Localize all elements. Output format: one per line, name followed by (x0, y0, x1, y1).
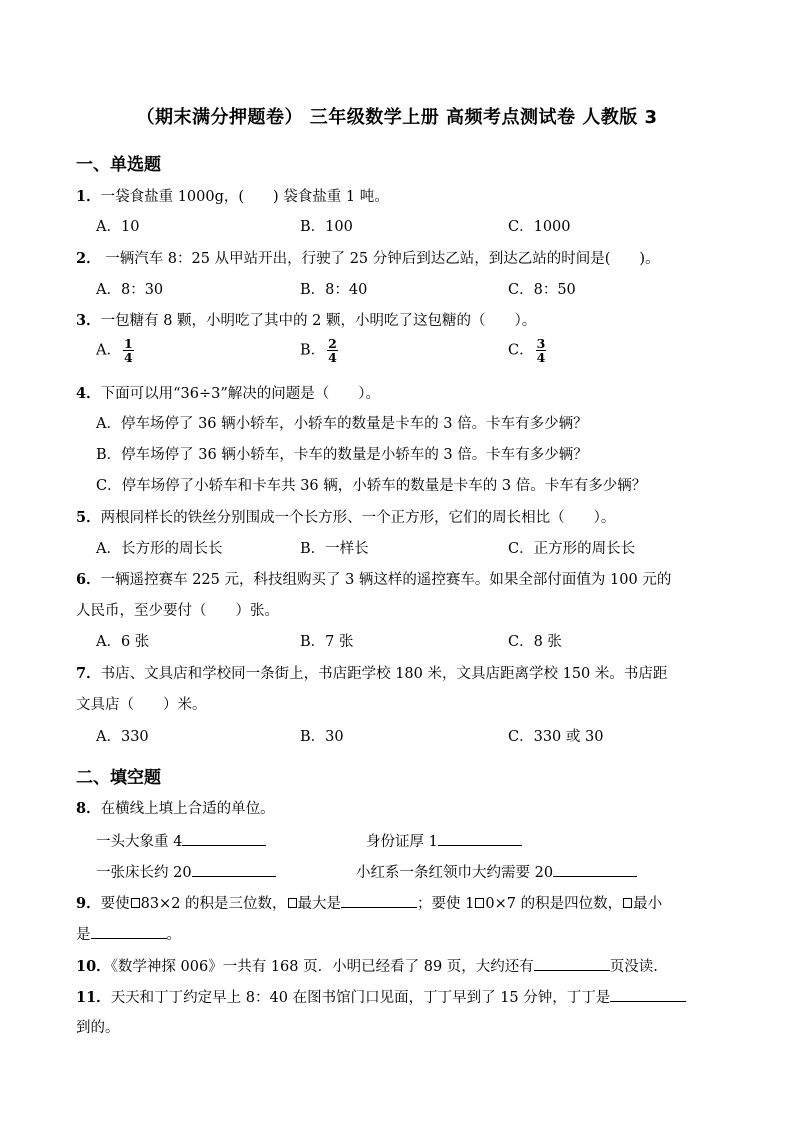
q5-option-c: C．正方形的周长长 (508, 541, 636, 557)
question-11-continued: 到的。 (76, 1020, 120, 1036)
question-number: 2． (76, 250, 101, 267)
denominator: 4 (328, 350, 337, 365)
question-text: 下面可以用“36÷3”解决的问题是（ ）。 (100, 386, 380, 402)
answer-blank[interactable] (182, 831, 266, 846)
question-8 (76, 799, 275, 819)
question-number: 3． (76, 312, 101, 329)
section-heading-fill: 二、填空题 (76, 768, 161, 788)
question-9 (76, 893, 662, 914)
denominator: 4 (536, 350, 546, 365)
question-7-continued: 文具店（ ）米。 (76, 697, 207, 713)
answer-blank[interactable] (610, 987, 686, 1002)
option-label: B． (300, 342, 326, 359)
q7-option-a: A．330 (96, 729, 149, 745)
question-text: 一辆汽车 8：25 从甲站开出，行驶了 25 分钟后到达乙站，到达乙站的时间是( )。 (100, 251, 660, 267)
answer-blank[interactable] (91, 924, 167, 939)
answer-blank[interactable] (534, 956, 610, 971)
question-number: 8． (76, 800, 101, 817)
question-11 (76, 987, 686, 1008)
question-4 (76, 384, 380, 404)
question-number: 9． (76, 895, 101, 912)
question-text: 在横线上填上合适的单位。 (100, 801, 275, 817)
question-number: 1． (76, 188, 101, 205)
q8-item-3 (96, 862, 276, 883)
question-number: 6． (76, 571, 101, 588)
answer-blank[interactable] (438, 831, 522, 846)
option-label: A． (96, 342, 121, 359)
numerator: 1 (123, 336, 133, 351)
q5-option-a: A．长方形的周长长 (96, 541, 223, 557)
q4-option-c: C．停车场停了小轿车和卡车共 36 辆，小轿车的数量是卡车的 3 倍。卡车有多少辆？ (96, 478, 647, 494)
question-text: 83×2 的积是三位数， (140, 896, 287, 912)
question-text: 一辆遥控赛车 225 元，科技组购买了 3 辆这样的遥控赛车。如果全部付面值为 100 元的 (100, 572, 672, 588)
q7-option-c: C．330 或 30 (508, 729, 604, 745)
question-9-continued (76, 924, 181, 945)
digit-box-icon (623, 898, 632, 908)
question-6 (76, 570, 671, 590)
q4-option-b: B．停车场停了 36 辆小轿车，卡车的数量是小轿车的 3 倍。卡车有多少辆？ (96, 447, 588, 463)
digit-box-icon (288, 898, 297, 908)
item-text: 身份证厚 1 (366, 834, 438, 850)
question-number: 4． (76, 385, 101, 402)
q1-option-b: B．100 (300, 219, 353, 235)
question-6-continued: 人民币，至少要付（ ）张。 (76, 603, 279, 619)
question-number: 5． (76, 509, 101, 526)
question-text: 要使 (100, 896, 130, 912)
item-text: 一头大象重 4 (96, 834, 183, 850)
question-text: 。 (166, 927, 181, 943)
question-number: 11． (76, 989, 111, 1006)
q2-option-b: B．8：40 (300, 282, 368, 298)
question-1 (76, 187, 389, 207)
q1-option-a: A．10 (96, 219, 140, 235)
numerator: 3 (536, 336, 546, 351)
question-3 (76, 311, 536, 331)
fraction (327, 337, 338, 364)
q1-option-c: C．1000 (508, 219, 571, 235)
question-text: 0×7 的积是四位数， (485, 896, 623, 912)
q5-option-b: B．一样长 (300, 541, 369, 557)
question-text: 《数学神探 006》一共有 168 页．小明已经看了 89 页，大约还有 (110, 959, 534, 975)
q8-item-2 (366, 831, 522, 852)
question-7 (76, 664, 667, 684)
question-text: 是 (76, 927, 91, 943)
item-text: 一张床长约 20 (96, 865, 192, 881)
option-label: C． (508, 342, 534, 359)
question-number: 10． (76, 958, 111, 975)
q2-option-a: A．8：30 (96, 282, 164, 298)
item-text: 小红系一条红领巾大约需要 20 (356, 865, 554, 881)
question-text: 一袋食盐重 1000g，( ) 袋食盐重 1 吨。 (100, 189, 389, 205)
q3-option-a (96, 337, 134, 364)
question-text: 最大是 (297, 896, 342, 912)
question-text: 书店、文具店和学校同一条街上，书店距学校 180 米，文具店距离学校 150 米。书店距 (100, 666, 668, 682)
q2-option-c: C．8：50 (508, 282, 576, 298)
q3-option-c (508, 337, 546, 364)
q7-option-b: B．30 (300, 729, 344, 745)
question-text: 一包糖有 8 颗，小明吃了其中的 2 颗，小明吃了这包糖的（ ）。 (100, 313, 537, 329)
numerator: 2 (328, 336, 337, 351)
question-text: 最小 (633, 896, 663, 912)
question-10 (76, 956, 658, 977)
denominator: 4 (123, 350, 133, 365)
question-text: ；要使 1 (417, 896, 475, 912)
question-text: 页没读. (609, 959, 658, 975)
digit-box-icon (131, 898, 140, 908)
q8-item-4 (356, 862, 637, 883)
question-5 (76, 508, 615, 528)
answer-blank[interactable] (553, 862, 637, 877)
q6-option-a: A．6 张 (96, 634, 150, 650)
fraction (536, 337, 547, 364)
q3-option-b (300, 337, 338, 364)
question-number: 7． (76, 665, 101, 682)
q4-option-a: A．停车场停了 36 辆小轿车，小轿车的数量是卡车的 3 倍。卡车有多少辆？ (96, 416, 588, 432)
answer-blank[interactable] (341, 893, 417, 908)
q8-item-1 (96, 831, 266, 852)
question-2 (76, 249, 660, 269)
answer-blank[interactable] (192, 862, 276, 877)
section-heading-choice: 一、单选题 (76, 155, 161, 175)
page-title: （期末满分押题卷） 三年级数学上册 高频考点测试卷 人教版 3 (136, 107, 658, 128)
q6-option-c: C．8 张 (508, 634, 562, 650)
question-text: 两根同样长的铁丝分别围成一个长方形、一个正方形，它们的周长相比（ ）。 (100, 510, 616, 526)
q6-option-b: B．7 张 (300, 634, 354, 650)
question-text: 天天和丁丁约定早上 8：40 在图书馆门口见面，丁丁早到了 15 分钟，丁丁是 (110, 990, 611, 1006)
fraction (123, 337, 134, 364)
digit-box-icon (475, 898, 484, 908)
